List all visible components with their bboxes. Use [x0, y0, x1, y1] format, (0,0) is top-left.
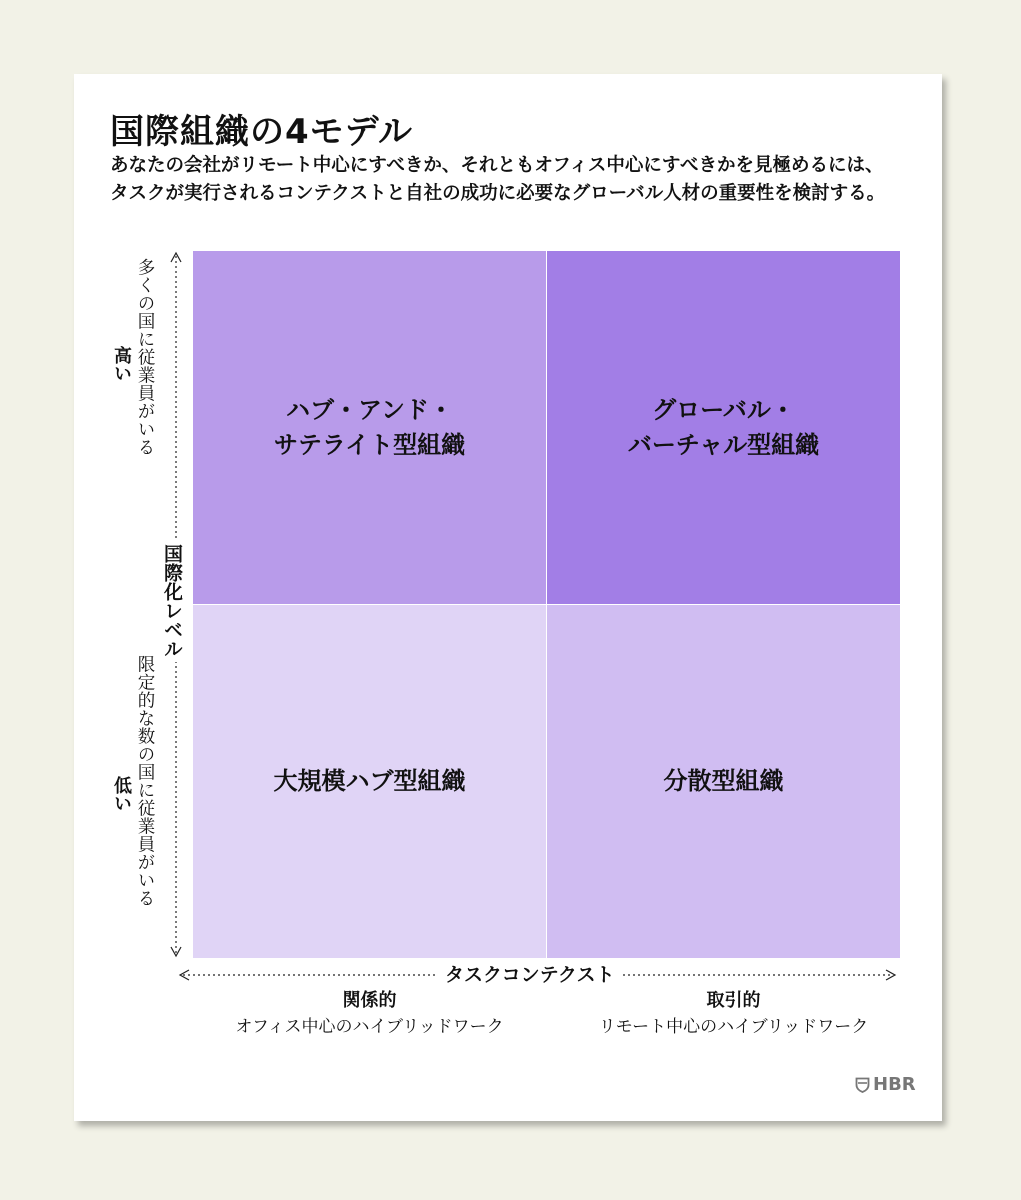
quadrant-label-line-1: グローバル・: [652, 395, 795, 424]
y-axis-high-label: 高い: [111, 346, 132, 382]
arrow-right-icon: [886, 970, 895, 980]
quadrant-label-line-2: サテライト型組織: [273, 430, 466, 459]
logo-text: HBR: [873, 1074, 916, 1095]
x-axis-left-description: オフィス中心のハイブリッドワーク: [235, 1017, 504, 1037]
quadrant-label: 大規模ハブ型組織: [273, 767, 466, 795]
quadrant-label-line-1: ハブ・アンド・: [285, 395, 454, 424]
quadrant-label: 分散型組織: [663, 767, 784, 795]
x-axis-title: タスクコンテクスト: [437, 960, 623, 987]
x-axis-left-label: [183, 988, 556, 1040]
quadrant-label-line-2: バーチャル型組織: [627, 430, 820, 459]
y-axis-high-description: 多くの国に従業員がいる: [135, 258, 155, 456]
x-axis-left-bold: 関係的: [342, 990, 397, 1011]
hbr-shield-icon: [855, 1077, 870, 1093]
y-axis-low-label: 低い: [111, 776, 132, 812]
y-axis-title: 国際化レベル: [159, 540, 186, 662]
subtitle-line-2: タスクが実行されるコンテクストと自社の成功に必要なグローバル人材の重要性を検討する。: [110, 183, 886, 204]
x-axis-right-bold: 取引的: [706, 990, 761, 1011]
figure-title: 国際組織の4モデル: [110, 112, 413, 152]
x-axis-right-description: リモート中心のハイブリッドワーク: [598, 1017, 869, 1037]
subtitle-line-1: あなたの会社がリモート中心にすべきか、それともオフィス中心にすべきかを見極めるには、: [110, 155, 884, 176]
x-axis-right-label: [547, 988, 920, 1040]
y-axis-low-description: 限定的な数の国に従業員がいる: [135, 655, 155, 907]
hbr-logo: [855, 1074, 916, 1095]
